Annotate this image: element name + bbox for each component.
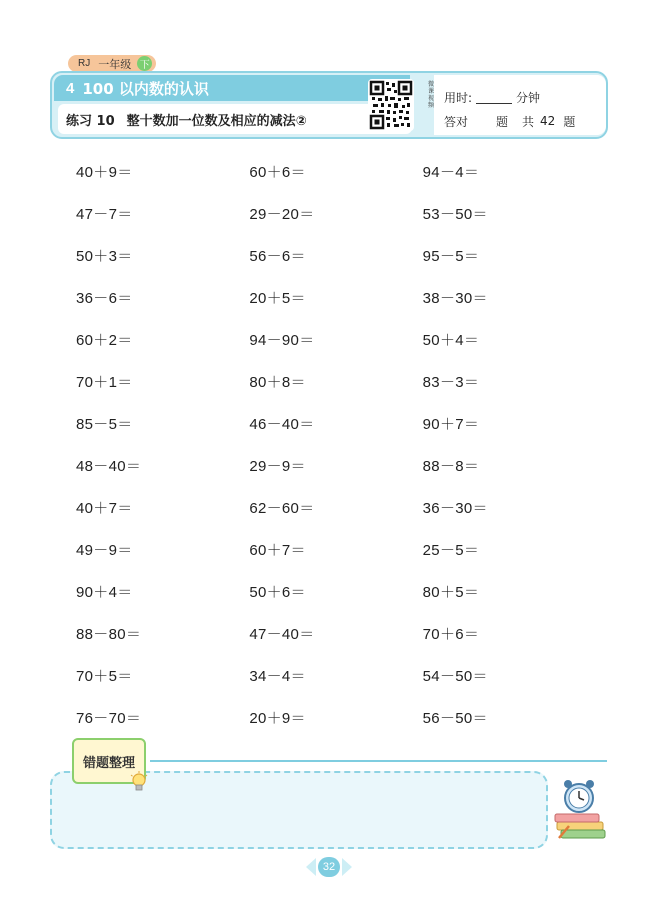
problem-row [76,570,596,612]
lightbulb-icon [128,770,150,794]
problem-row [76,318,596,360]
math-problem[interactable]: 90＋4＝ [76,583,133,601]
unit-bar [54,75,410,101]
math-problem[interactable]: 49－9＝ [76,541,133,559]
math-problem[interactable]: 53－50＝ [422,205,488,223]
time-label: 用时: [444,90,473,105]
math-problem[interactable]: 94－4＝ [422,163,480,181]
score-panel [434,75,606,135]
math-problem[interactable]: 95－5＝ [422,247,480,265]
problem-row [76,276,596,318]
time-row [444,85,606,109]
math-problem[interactable]: 38－30＝ [422,289,488,307]
score-row [444,109,606,133]
unit-number: 4 [66,79,75,97]
math-problem[interactable]: 29－20＝ [249,205,315,223]
math-problem[interactable]: 62－60＝ [249,499,315,517]
math-problem[interactable]: 80＋5＝ [422,583,480,601]
math-problem[interactable]: 76－70＝ [76,709,142,727]
problem-grid [76,150,596,738]
math-problem[interactable]: 46－40＝ [249,415,315,433]
math-problem[interactable]: 20＋9＝ [249,709,306,727]
math-problem[interactable]: 25－5＝ [422,541,480,559]
total-unit: 题 [563,114,576,129]
math-problem[interactable]: 47－7＝ [76,205,133,223]
total-label: 共 [522,114,535,129]
math-problem[interactable]: 50＋6＝ [249,583,306,601]
math-problem[interactable]: 48－40＝ [76,457,142,475]
math-problem[interactable]: 80＋8＝ [249,373,306,391]
math-problem[interactable]: 94－90＝ [249,331,315,349]
math-problem[interactable]: 34－4＝ [249,667,306,685]
grade-tag [68,55,156,72]
math-problem[interactable]: 36－6＝ [76,289,133,307]
page-number-badge [306,854,352,880]
math-problem[interactable]: 40＋7＝ [76,499,133,517]
qr-side-label: 微课视频 [428,81,435,109]
math-problem[interactable]: 60＋2＝ [76,331,133,349]
problem-row [76,696,596,738]
problem-row [76,612,596,654]
lesson-bar [58,104,412,134]
time-blank[interactable] [476,91,512,104]
review-title: 错题整理 [72,738,146,784]
qr-code[interactable] [368,79,414,131]
problem-row [76,360,596,402]
page-number: 32 [318,857,340,877]
math-problem[interactable]: 40＋9＝ [76,163,133,181]
math-problem[interactable]: 56－6＝ [249,247,306,265]
alarm-clock-books-icon [553,778,609,842]
review-divider [150,760,607,762]
correct-unit: 题 [496,114,509,129]
math-problem[interactable]: 29－9＝ [249,457,306,475]
correct-label: 答对 [444,114,469,129]
time-unit: 分钟 [516,90,541,105]
math-problem[interactable]: 36－30＝ [422,499,488,517]
problem-row [76,402,596,444]
math-problem[interactable]: 60＋6＝ [249,163,306,181]
math-problem[interactable]: 50＋4＝ [422,331,480,349]
volume-badge: 下 [137,56,152,71]
math-problem[interactable]: 60＋7＝ [249,541,306,559]
math-problem[interactable]: 54－50＝ [422,667,488,685]
grade-prefix: RJ [78,58,91,69]
math-problem[interactable]: 50＋3＝ [76,247,133,265]
total-count: 42 [540,114,556,128]
math-problem[interactable]: 70＋6＝ [422,625,480,643]
math-problem[interactable]: 56－50＝ [422,709,488,727]
problem-row [76,654,596,696]
math-problem[interactable]: 90＋7＝ [422,415,480,433]
math-problem[interactable]: 85－5＝ [76,415,133,433]
unit-title: 100 以内数的认识 [82,79,209,98]
lesson-label: 练习 10 [66,113,115,129]
math-problem[interactable]: 20＋5＝ [249,289,306,307]
math-problem[interactable]: 83－3＝ [422,373,480,391]
math-problem[interactable]: 88－80＝ [76,625,142,643]
problem-row [76,486,596,528]
problem-row [76,150,596,192]
math-problem[interactable]: 70＋5＝ [76,667,133,685]
problem-row [76,234,596,276]
math-problem[interactable]: 47－40＝ [249,625,315,643]
header-panel [50,71,608,139]
problem-row [76,444,596,486]
math-problem[interactable]: 88－8＝ [422,457,480,475]
math-problem[interactable]: 70＋1＝ [76,373,133,391]
lesson-title: 整十数加一位数及相应的减法② [126,113,307,129]
grade-label: 一年级 [98,57,132,71]
problem-row [76,528,596,570]
problem-row [76,192,596,234]
